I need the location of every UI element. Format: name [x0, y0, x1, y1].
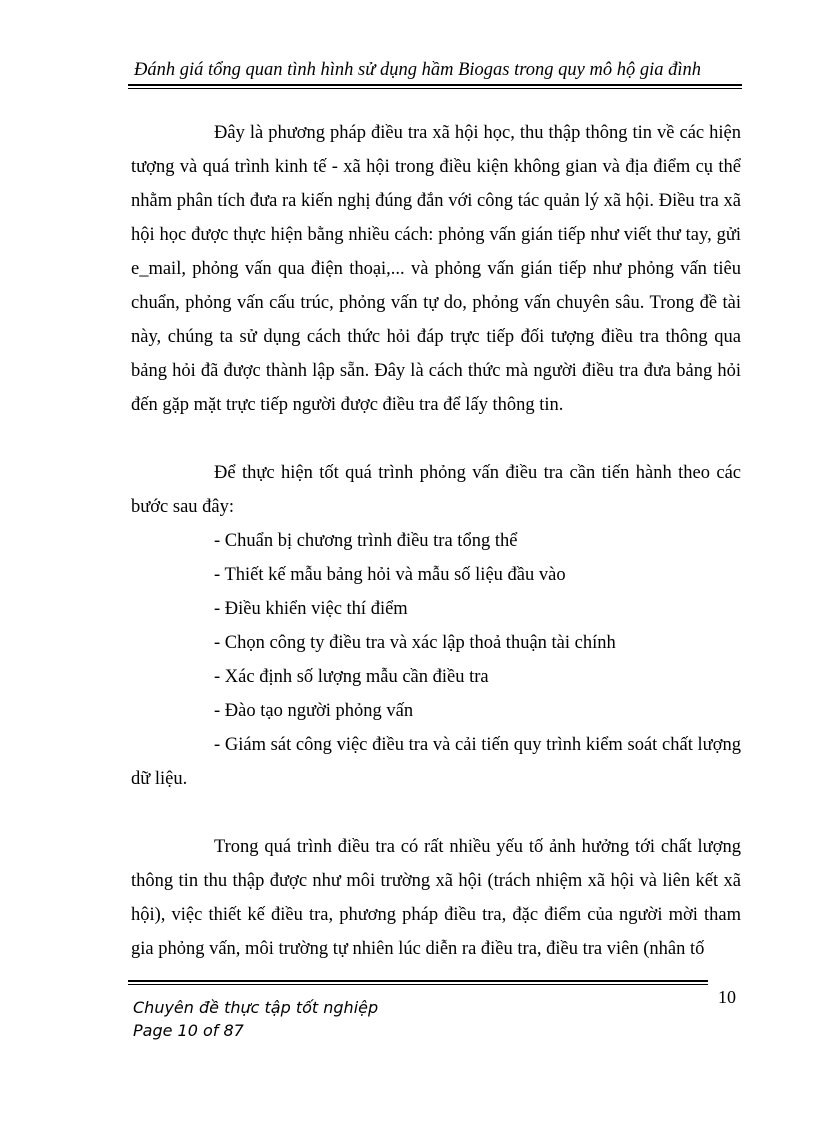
- list-item: - Điều khiển việc thí điểm: [214, 599, 408, 619]
- footer: [133, 996, 378, 1042]
- list-item: - Thiết kế mẫu bảng hỏi và mẫu số liệu đầu vào: [214, 565, 566, 585]
- header-rule-thin: [128, 88, 742, 89]
- list-item: - Xác định số lượng mẫu cần điều tra: [214, 667, 489, 687]
- list-item: - Chuẩn bị chương trình điều tra tổng thể: [214, 531, 518, 551]
- header-title: Đánh giá tổng quan tình hình sử dụng hầm Biogas trong quy mô hộ gia đình: [134, 60, 701, 80]
- list-item: - Đào tạo người phỏng vấn: [214, 701, 414, 721]
- header-rule-thick: [128, 84, 742, 86]
- paragraph-3: Trong quá trình điều tra có rất nhiều yếu tố ảnh hưởng tới chất lượng thông tin thu thập được như môi trường xã hội (trách nhiệm xã hội và liên kết xã hội), việc thiết kế điều tra, phương pháp điều tra, đặc điểm của người mời tham gia phỏng vấn, môi trường tự nhiên lúc diễn ra điều tra, điều tra viên (nhân tố: [131, 837, 741, 959]
- list-item: - Giám sát công việc điều tra và cải tiến quy trình kiểm soát chất lượng dữ liệu.: [131, 735, 741, 789]
- paragraph-1: Đây là phương pháp điều tra xã hội học, thu thập thông tin về các hiện tượng và quá trình kinh tế - xã hội trong điều kiện không gian và địa điểm cụ thể nhằm phân tích đưa ra kiến nghị đúng đắn với công tác quản lý xã hội. Điều tra xã hội học được thực hiện bằng nhiều cách: phỏng vấn gián tiếp như viết thư tay, gửi e_mail, phỏng vấn qua điện thoại,... và phỏng vấn gián tiếp như phỏng vấn tiêu chuẩn, phỏng vấn cấu trúc, phỏng vấn tự do, phỏng vấn chuyên sâu. Trong đề tài này, chúng ta sử dụng cách thức hỏi đáp trực tiếp đối tượng điều tra thông qua bảng hỏi đã được thành lập sẵn. Đây là cách thức mà người điều tra đưa bảng hỏi đến gặp mặt trực tiếp người được điều tra để lấy thông tin.: [131, 123, 741, 415]
- footer-rule-thin: [128, 984, 708, 985]
- steps-list: [131, 524, 741, 796]
- list-item: - Chọn công ty điều tra và xác lập thoả thuận tài chính: [214, 633, 616, 653]
- footer-report-title: Chuyên đề thực tập tốt nghiệp: [133, 998, 379, 1017]
- paragraph-2: Để thực hiện tốt quá trình phỏng vấn điều tra cần tiến hành theo các bước sau đây:: [131, 463, 741, 517]
- page-number: 10: [718, 987, 736, 1007]
- footer-rule-thick: [128, 980, 708, 982]
- footer-page-info: Page 10 of 87: [133, 1021, 244, 1040]
- body-text: [131, 116, 741, 966]
